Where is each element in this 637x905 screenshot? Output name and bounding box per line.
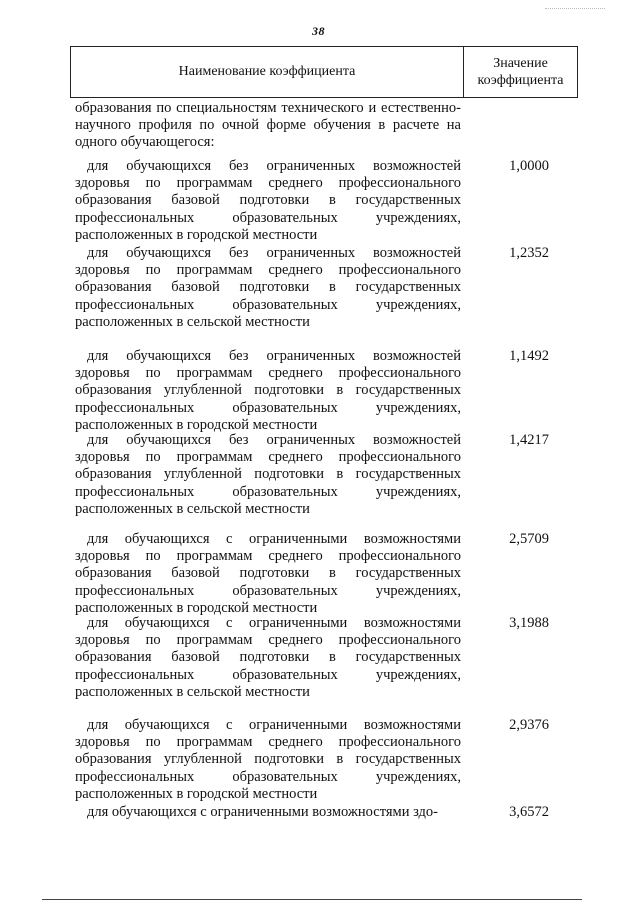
- scan-mark: [545, 8, 605, 9]
- column-header-value-line1: Значение: [493, 56, 548, 71]
- row-description: для обучающихся без ограниченных возможностей здоровья по программам среднего профессионального образования углубленной подготовки в государственных профессиональных образовательных учреждениях, расположенных в городской местности: [75, 348, 461, 433]
- row-coefficient: 1,2352: [509, 245, 549, 261]
- table-header: [70, 46, 578, 98]
- row-coefficient: 3,6572: [509, 804, 549, 820]
- page-number: 38: [312, 24, 325, 38]
- column-header-value-line2: коэффициента: [477, 73, 564, 88]
- row-coefficient: 1,1492: [509, 348, 549, 364]
- intro-paragraph: образования по специальностям технического и естественно-научного профиля по очной форме обучения в расчете на одного обучающегося:: [75, 100, 461, 150]
- row-coefficient: 1,4217: [509, 432, 549, 448]
- row-description: для обучающихся с ограниченными возможностями здоровья по программам среднего профессионального образования углубленной подготовки в государственных профессиональных образовательных учреждениях, расположенных в городской местности: [75, 717, 461, 802]
- row-description: для обучающихся с ограниченными возможностями здоровья по программам среднего профессионального образования базовой подготовки в государственных профессиональных образовательных учреждениях, расположенных в городской местности: [75, 531, 461, 616]
- row-description: для обучающихся без ограниченных возможностей здоровья по программам среднего профессионального образования углубленной подготовки в государственных профессиональных образовательных учреждениях, расположенных в сельской местности: [75, 432, 461, 517]
- bottom-rule: [42, 899, 582, 900]
- row-coefficient: 1,0000: [509, 158, 549, 174]
- row-description: для обучающихся с ограниченными возможностями здоровья по программам среднего профессионального образования базовой подготовки в государственных профессиональных образовательных учреждениях, расположенных в сельской местности: [75, 615, 461, 700]
- row-coefficient: 2,9376: [509, 717, 549, 733]
- row-description: для обучающихся без ограниченных возможностей здоровья по программам среднего профессионального образования базовой подготовки в государственных профессиональных образовательных учреждениях, расположенных в сельской местности: [75, 245, 461, 330]
- column-header-name: Наименование коэффициента: [71, 47, 464, 97]
- row-description: для обучающихся без ограниченных возможностей здоровья по программам среднего профессионального образования базовой подготовки в государственных профессиональных образовательных учреждениях, расположенных в городской местности: [75, 158, 461, 243]
- column-header-value: [464, 47, 577, 97]
- row-coefficient: 3,1988: [509, 615, 549, 631]
- row-coefficient: 2,5709: [509, 531, 549, 547]
- row-description: для обучающихся с ограниченными возможностями здо-: [87, 804, 439, 820]
